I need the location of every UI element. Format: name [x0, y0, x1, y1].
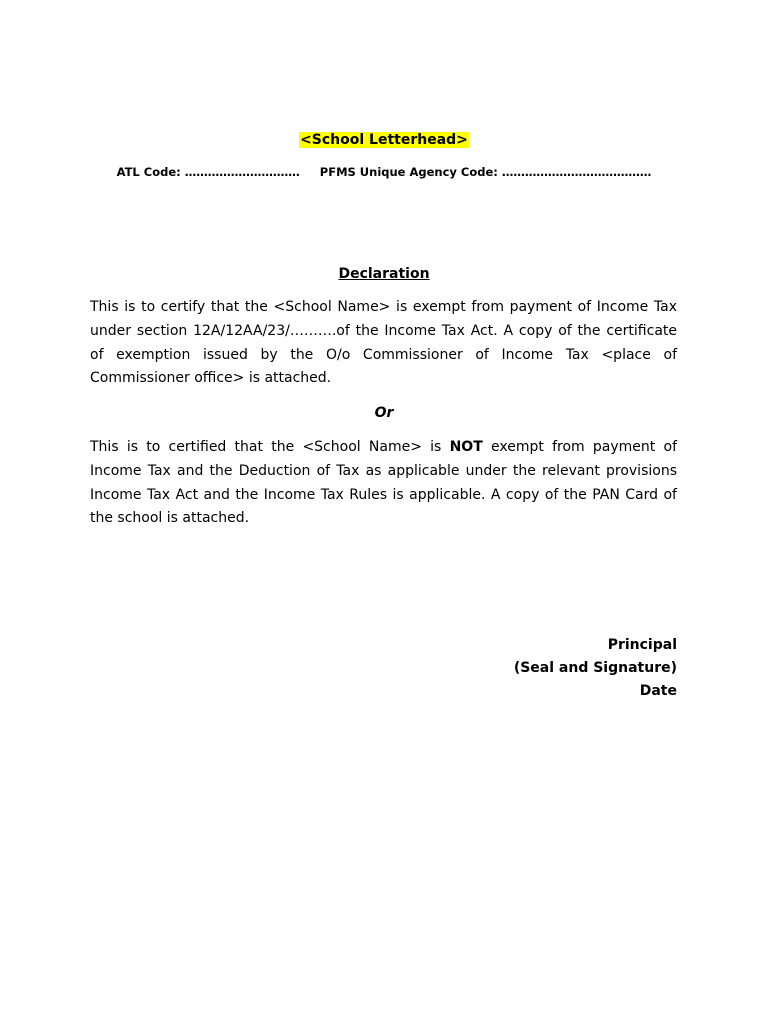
letterhead-placeholder — [0, 130, 768, 150]
atl-code-dots: ………………………… — [184, 165, 300, 179]
letterhead-text: <School Letterhead> — [300, 132, 468, 148]
not-emphasis: NOT — [449, 439, 483, 455]
not-exempt-paragraph — [90, 436, 677, 531]
signature-block — [514, 634, 677, 703]
pfms-code-dots: ………………………………… — [501, 165, 652, 179]
pfms-code-label: PFMS Unique Agency Code: — [319, 165, 498, 179]
principal-label: Principal — [607, 637, 677, 653]
or-separator: Or — [374, 405, 394, 421]
not-exempt-text-before: This is to certified that the <School Name> is — [90, 439, 450, 455]
declaration-heading: Declaration — [338, 266, 430, 282]
exempt-paragraph: This is to certify that the <School Name> is exempt from payment of Income Tax under section 12A/12AA/23/……….of the Income Tax Act. A copy of the certificate of exemption issued by the O/o Commissioner of Income Tax <place of Commissioner office> is attached. — [90, 299, 677, 387]
seal-signature-label: (Seal and Signature) — [513, 660, 677, 676]
not-exempt-text-after: exempt from payment of Income Tax and the Deduction of Tax as applicable under the relevant provisions Income Tax Act and the Income Tax Rules is applicable. A copy of the PAN Card of the school is attached. — [90, 439, 678, 527]
agency-codes-line — [0, 164, 768, 180]
date-label: Date — [639, 683, 677, 699]
atl-code-label: ATL Code: — [116, 165, 181, 179]
